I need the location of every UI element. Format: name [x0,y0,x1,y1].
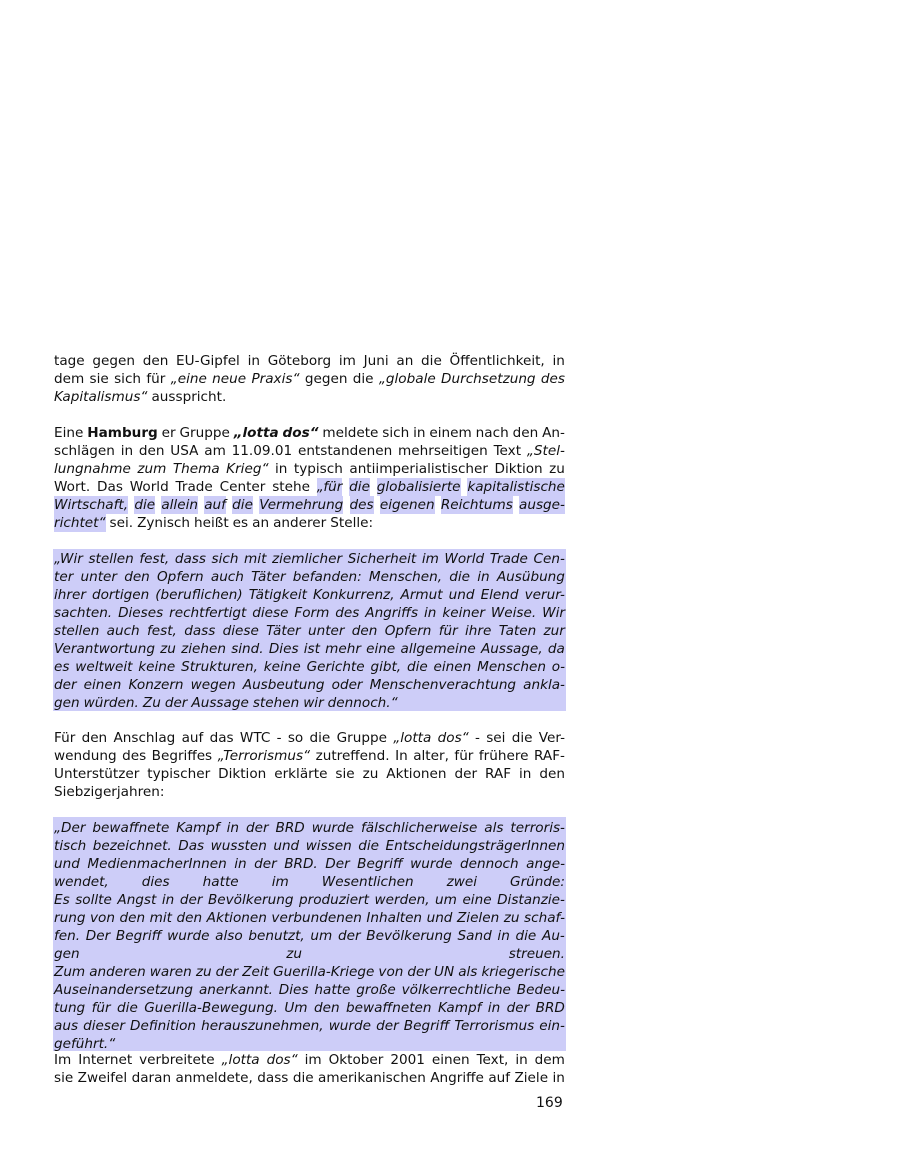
text-line: „Der bewaffnete Kampf in der BRD wurde fälschlicherweise als terroris- [54,820,565,836]
text-line: ter unter den Opfern auch Täter befanden: Menschen, die in Ausübung [54,569,565,585]
text-line: gen würden. Zu der Aussage stehen wir dennoch.“ [54,695,398,711]
text-line: Verantwortung zu ziehen sind. Dies ist mehr eine allgemeine Aussage, da [54,641,565,657]
text-line: schlägen in den USA am 11.09.01 entstandenen mehrseitigen Text „Stel- [54,443,565,459]
text-line: fen. Der Begriff wurde also benutzt, um der Bevölkerung Sand in die Au- [54,928,565,944]
text-line: dem sie sich für „eine neue Praxis“ gegen die „globale Durchsetzung des [54,371,565,387]
page-number: 169 [536,1095,563,1111]
text-line: ihrer dortigen (beruflichen) Tätigkeit Konkurrenz, Armut und Elend verur- [54,587,565,603]
text-line: geführt.“ [54,1036,116,1052]
text-line: Eine Hamburg er Gruppe „lotta dos“ meldete sich in einem nach den An- [54,425,565,441]
text-line: wendet, dies hatte im Wesentlichen zwei Gründe: [54,874,565,890]
text-line: tung für die Guerilla-Bewegung. Um den bewaffneten Kampf in der BRD [54,1000,565,1016]
text-line: Es sollte Angst in der Bevölkerung produziert werden, um eine Distanzie- [54,892,565,908]
text-line: Kapitalismus“ ausspricht. [54,389,227,405]
text-line: rung von den mit den Aktionen verbundenen Inhalten und Zielen zu schaf- [54,910,565,926]
paragraph-internet [54,1051,565,1087]
blockquote-raf [54,819,565,1053]
text-line: richtet“ sei. Zynisch heißt es an anderer Stelle: [54,515,374,531]
text-line: stellen auch fest, dass diese Täter unter den Opfern für ihre Taten zur [54,623,565,639]
paragraph-lotta-dos [54,424,565,532]
text-line: und MedienmacherInnen in der BRD. Der Begriff wurde dennoch ange- [54,856,565,872]
paragraph-goeteborg [54,352,565,406]
text-line: Siebzigerjahren: [54,784,165,800]
text-line: gen zu streuen. [54,946,565,962]
text-line: Wirtschaft, die allein auf die Vermehrung des eigenen Reichtums ausge- [54,497,565,513]
text-line: sie Zweifel daran anmeldete, dass die amerikanischen Angriffe auf Ziele in [54,1070,565,1086]
text-line: sachten. Dieses rechtfertigt diese Form des Angriffs in keiner Weise. Wir [54,605,565,621]
text-line: Zum anderen waren zu der Zeit Guerilla-Kriege von der UN als kriegerische [54,964,565,980]
text-line: der einen Konzern wegen Ausbeutung oder Menschenverachtung ankla- [54,677,565,693]
text-line: tage gegen den EU-Gipfel in Göteborg im Juni an die Öffentlichkeit, in [54,353,565,369]
text-line: lungnahme zum Thema Krieg“ in typisch antiimperialistischer Diktion zu [54,461,565,477]
text-line: Auseinandersetzung anerkannt. Dies hatte große völkerrechtliche Bedeu- [54,982,565,998]
text-line: es weltweit keine Strukturen, keine Gerichte gibt, die einen Menschen o- [54,659,565,675]
text-line: Wort. Das World Trade Center stehe „für die globalisierte kapitalistische [54,479,565,495]
text-line: Unterstützer typischer Diktion erklärte sie zu Aktionen der RAF in den [54,766,565,782]
text-line: aus dieser Definition herauszunehmen, wurde der Begriff Terrorismus ein- [54,1018,565,1034]
text-line: „Wir stellen fest, dass sich mit ziemlicher Sicherheit im World Trade Cen- [54,551,565,567]
text-line: tisch bezeichnet. Das wussten und wissen die EntscheidungsträgerInnen [54,838,565,854]
paragraph-terrorismus [54,729,565,801]
text-line: Im Internet verbreitete „lotta dos“ im Oktober 2001 einen Text, in dem [54,1052,565,1068]
blockquote-wtc [54,550,565,712]
text-line: Für den Anschlag auf das WTC - so die Gruppe „lotta dos“ - sei die Ver- [54,730,565,746]
text-line: wendung des Begriffes „Terrorismus“ zutreffend. In alter, für frühere RAF- [54,748,565,764]
